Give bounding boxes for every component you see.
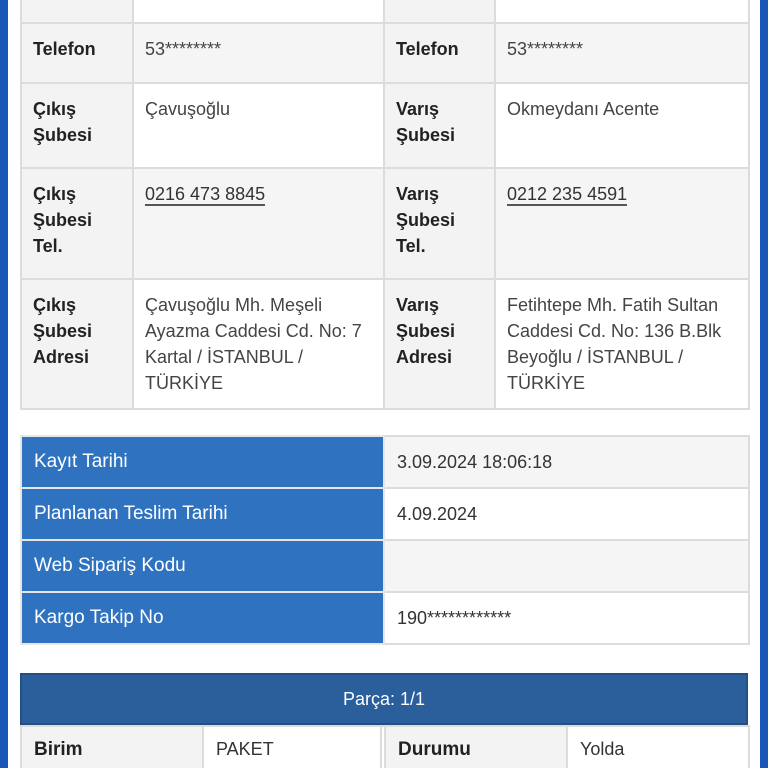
registration-date-value: 3.09.2024 18:06:18 bbox=[384, 436, 749, 488]
cut-off-value-left bbox=[133, 0, 384, 23]
departure-branch-phone-link[interactable]: 0216 473 8845 bbox=[145, 184, 266, 204]
table-row bbox=[21, 488, 749, 540]
departure-branch-tel-cell bbox=[133, 168, 384, 279]
registration-date-label: Kayıt Tarihi bbox=[21, 436, 384, 488]
table-row bbox=[21, 436, 749, 488]
sender-phone-value: 53******** bbox=[133, 23, 384, 83]
status-value: Yolda bbox=[567, 726, 749, 768]
table-row bbox=[21, 83, 749, 168]
cut-off-label-right bbox=[384, 0, 495, 23]
cut-off-label-left bbox=[21, 0, 133, 23]
sender-phone-label: Telefon bbox=[21, 23, 133, 83]
departure-branch-value: Çavuşoğlu bbox=[133, 83, 384, 168]
parcel-details-table bbox=[20, 725, 750, 768]
departure-branch-address-value: Çavuşoğlu Mh. Meşeli Ayazma Caddesi Cd. No: 7 Kartal / İSTANBUL / TÜRKİYE bbox=[133, 279, 384, 409]
arrival-branch-tel-cell bbox=[495, 168, 749, 279]
arrival-branch-address-label: Varış Şubesi Adresi bbox=[384, 279, 495, 409]
unit-value: PAKET bbox=[203, 726, 381, 768]
status-label: Durumu bbox=[385, 726, 567, 768]
arrival-branch-address-value: Fetihtepe Mh. Fatih Sultan Caddesi Cd. No: 136 B.Blk Beyoğlu / İSTANBUL / TÜRKİYE bbox=[495, 279, 749, 409]
arrival-branch-value: Okmeydanı Acente bbox=[495, 83, 749, 168]
planned-delivery-date-label: Planlanan Teslim Tarihi bbox=[21, 488, 384, 540]
table-row bbox=[21, 726, 749, 768]
cut-off-value-right bbox=[495, 0, 749, 23]
parcel-header: Parça: 1/1 bbox=[20, 673, 748, 725]
receiver-phone-value: 53******** bbox=[495, 23, 749, 83]
table-row bbox=[21, 168, 749, 279]
tracking-number-label: Kargo Takip No bbox=[21, 592, 384, 644]
web-order-code-label: Web Sipariş Kodu bbox=[21, 540, 384, 592]
receiver-phone-label: Telefon bbox=[384, 23, 495, 83]
web-order-code-value bbox=[384, 540, 749, 592]
route-info-table bbox=[20, 0, 750, 410]
shipment-dates-table bbox=[20, 435, 750, 645]
table-row bbox=[21, 279, 749, 409]
table-row bbox=[21, 0, 749, 23]
arrival-branch-tel-label: Varış Şubesi Tel. bbox=[384, 168, 495, 279]
table-row bbox=[21, 540, 749, 592]
tracking-number-value: 190************ bbox=[384, 592, 749, 644]
departure-branch-tel-label: Çıkış Şubesi Tel. bbox=[21, 168, 133, 279]
planned-delivery-date-value: 4.09.2024 bbox=[384, 488, 749, 540]
shipment-detail-page bbox=[8, 0, 760, 768]
table-row bbox=[21, 592, 749, 644]
arrival-branch-label: Varış Şubesi bbox=[384, 83, 495, 168]
arrival-branch-phone-link[interactable]: 0212 235 4591 bbox=[507, 184, 628, 204]
table-row bbox=[21, 23, 749, 83]
departure-branch-address-label: Çıkış Şubesi Adresi bbox=[21, 279, 133, 409]
unit-label: Birim bbox=[21, 726, 203, 768]
departure-branch-label: Çıkış Şubesi bbox=[21, 83, 133, 168]
